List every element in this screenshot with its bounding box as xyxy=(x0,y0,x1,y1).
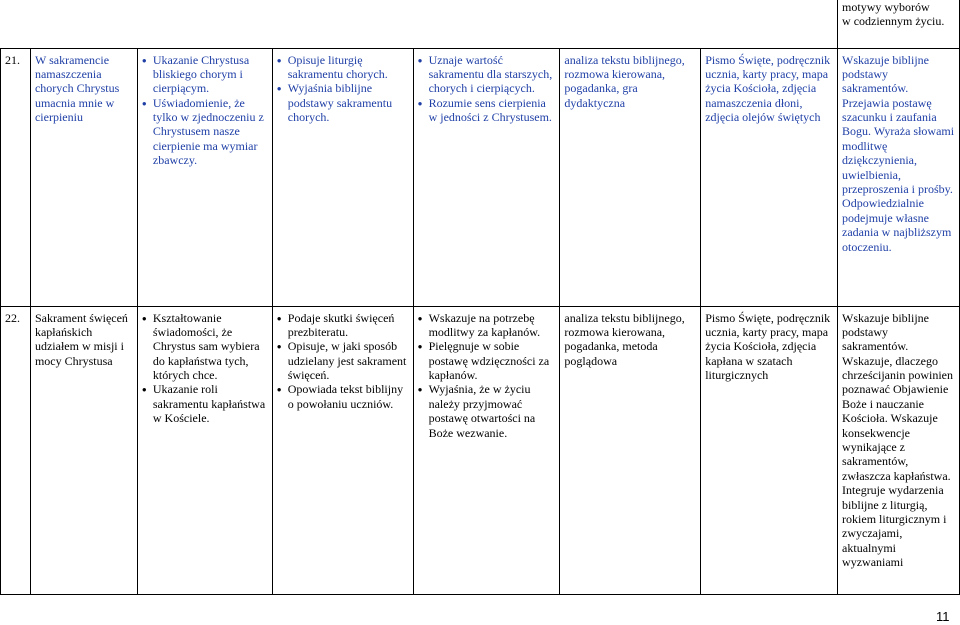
list-item: ● Wyjaśnia biblijne podstawy sakramentu chorych. xyxy=(288,81,409,124)
list-item: ● Opisuje liturgię sakramentu chorych. xyxy=(288,53,409,82)
list-item: ● Uświadomienie, że tylko w zjednoczeniu z Chrystusem nasze cierpienie ma wymiar zbawczy. xyxy=(153,96,268,168)
continued-outcomes-cell: motywy wyborów w codziennym życiu. xyxy=(838,0,960,48)
list-item: ● Rozumie sens cierpienia w jedności z Chrystusem. xyxy=(429,96,556,125)
page-number: 11 xyxy=(936,609,950,624)
knowledge-cell xyxy=(272,306,413,594)
aids-cell: Pismo Święte, podręcznik ucznia, karty pracy, mapa życia Kościoła, zdjęcia namaszczenia dłoni, zdjęcia olejów świętych xyxy=(701,48,838,306)
lesson-number: 22. xyxy=(1,306,31,594)
methods-cell: analiza tekstu biblijnego, rozmowa kierowana, pogadanka, metoda poglądowa xyxy=(560,306,701,594)
attitudes-cell xyxy=(413,48,560,306)
list-item: ● Uznaje wartość sakramentu dla starszych, chorych i cierpiących. xyxy=(429,53,556,96)
aids-cell: Pismo Święte, podręcznik ucznia, karty pracy, mapa życia Kościoła, zdjęcia kapłana w szatach liturgicznych xyxy=(701,306,838,594)
requirements-cell xyxy=(137,48,272,306)
list-item: ● Kształtowanie świadomości, że Chrystus sam wybiera do kapłaństwa tych, których chce. xyxy=(153,311,268,383)
methods-cell: analiza tekstu biblijnego, rozmowa kierowana, pogadanka, gra dydaktyczna xyxy=(560,48,701,306)
lesson-topic: Sakrament święceń kapłańskich udziałem w misji i mocy Chrystusa xyxy=(30,306,137,594)
table-row xyxy=(1,48,960,306)
continuation-row xyxy=(1,0,960,48)
lesson-topic: W sakramencie namaszczenia chorych Chrystus umacnia mnie w cierpieniu xyxy=(30,48,137,306)
knowledge-cell xyxy=(272,48,413,306)
list-item: ● Opowiada tekst biblijny o powołaniu uczniów. xyxy=(288,382,409,411)
list-item: ● Opisuje, w jaki sposób udzielany jest sakrament święceń. xyxy=(288,339,409,382)
requirements-cell xyxy=(137,306,272,594)
outcomes-cell: Wskazuje biblijne podstawy sakramentów. Przejawia postawę szacunku i zaufania Bogu. Wyraża słowami modlitwę dziękczynienia, uwielbienia, przeproszenia i prośby. Odpowiedzialnie podejmuje własne zadania w najbliższym otoczeniu. xyxy=(838,48,960,306)
outcomes-cell: Wskazuje biblijne podstawy sakramentów. Wskazuje, dlaczego chrześcijanin powinien poznawać Objawienie Boże i nauczanie Kościoła. Wskazuje konsekwencje wynikające z sakramentów, zwłaszcza kapłaństwa. Integruje wydarzenia biblijne z liturgią, rokiem liturgicznym i zwyczajami, aktualnymi wyzwaniami xyxy=(838,306,960,594)
attitudes-cell xyxy=(413,306,560,594)
table-row xyxy=(1,306,960,594)
list-item: ● Wyjaśnia, że w życiu należy przyjmować postawę otwartości na Boże wezwanie. xyxy=(429,382,556,440)
list-item: ● Wskazuje na potrzebę modlitwy za kapłanów. xyxy=(429,311,556,340)
list-item: ● Pielęgnuje w sobie postawę wdzięczności za kapłanów. xyxy=(429,339,556,382)
lesson-number: 21. xyxy=(1,48,31,306)
list-item: ● Podaje skutki święceń prezbiteratu. xyxy=(288,311,409,340)
list-item: ● Ukazanie Chrystusa bliskiego chorym i cierpiącym. xyxy=(153,53,268,96)
list-item: ● Ukazanie roli sakramentu kapłaństwa w Kościele. xyxy=(153,382,268,425)
